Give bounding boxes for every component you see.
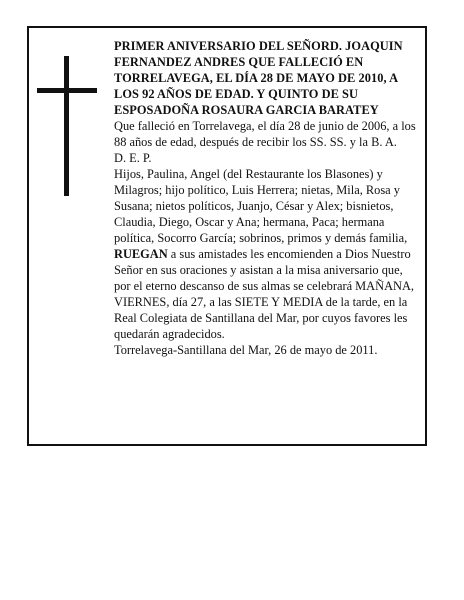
obituary-heading: PRIMER ANIVERSARIO DEL SEÑORD. JOAQUIN FERNANDEZ ANDRES QUE FALLECIÓ EN TORRELAVEGA, EL DÍA 28 DE MAYO DE 2010, A LOS 92 AÑOS DE EDAD. Y QUINTO DE SU ESPOSADOÑA ROSAURA GARCIA BARATEY: [114, 39, 403, 117]
cross-horizontal-bar: [37, 88, 97, 93]
cross-vertical-bar: [64, 56, 69, 196]
request-paragraph: [114, 246, 420, 342]
death-notice-text: Que falleció en Torrelavega, el día 28 de junio de 2006, a los 88 años de edad, después de recibir los SS. SS. y la B. A.: [114, 119, 416, 149]
obituary-text-block: [114, 38, 420, 358]
family-list-text: Hijos, Paulina, Angel (del Restaurante los Blasones) y Milagros; hijo político, Luis Herrera; nietas, Mila, Rosa y Susana; nietos políticos, Juanjo, César y Alex; bisnietos, Claudia, Diego, Oscar y Ana; hermana, Paca; hermana política, Socorro García; sobrinos, primos y demás familia,: [114, 167, 408, 245]
dep-text: D. E. P.: [114, 151, 152, 165]
request-text: a sus amistades les encomienden a Dios Nuestro Señor en sus oraciones y asistan a la misa aniversario que, por el eterno descanso de sus almas se celebrará MAÑANA, VIERNES, día 27, a las SIETE Y MEDIA de la tarde, en la Real Colegiata de Santillana del Mar, por cuyos favores les quedarán agradecidos.: [114, 247, 415, 341]
request-lead: RUEGAN: [114, 247, 168, 261]
cross-icon: [37, 56, 97, 196]
place-date-text: Torrelavega-Santillana del Mar, 26 de mayo de 2011.: [114, 343, 378, 357]
